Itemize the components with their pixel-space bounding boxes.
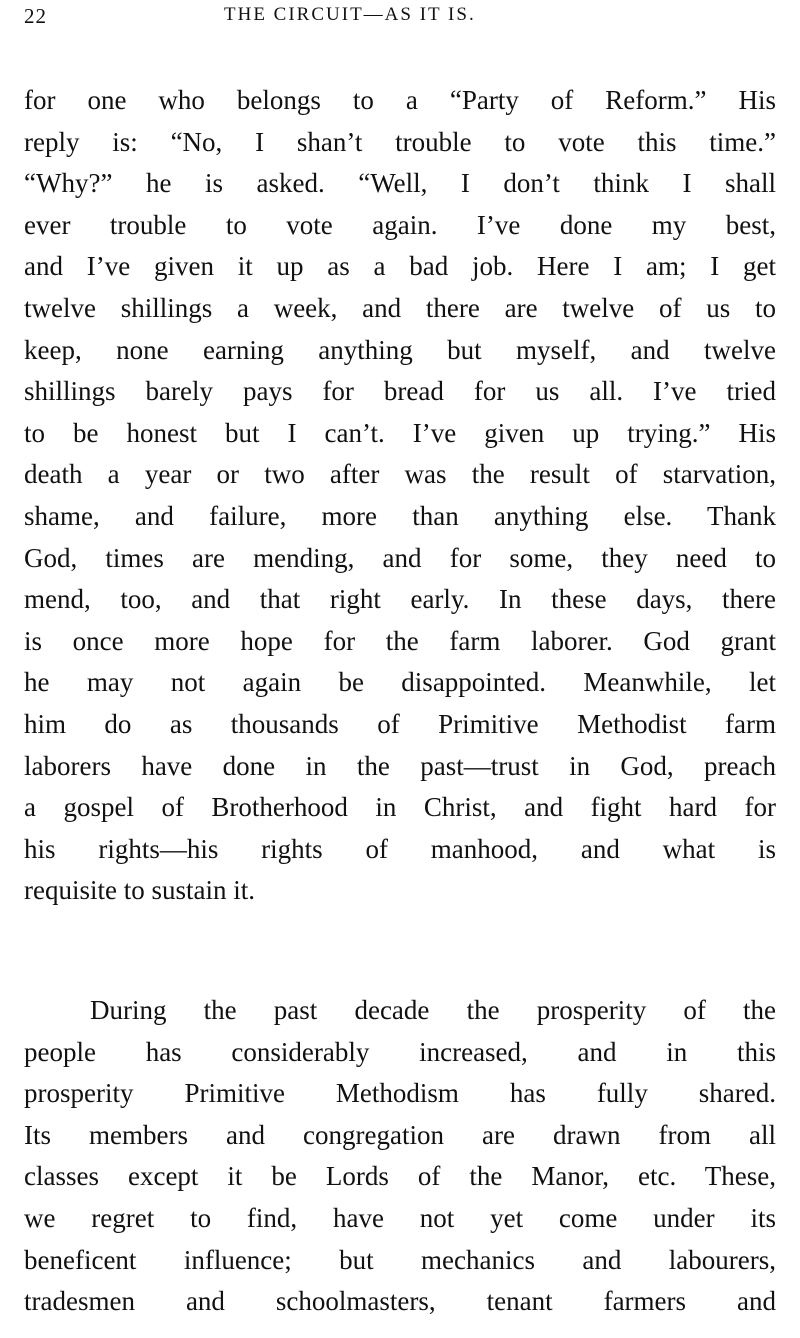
text-line: reply is: “No, I shan’t trouble to vote this time.” [24, 126, 776, 157]
text-line: beneficent influence; but mechanics and labourers, [24, 1244, 776, 1275]
text-line: God, times are mending, and for some, they need to [24, 542, 776, 573]
text-line: death a year or two after was the result of starvation, [24, 459, 776, 490]
text-line: and I’ve given it up as a bad job. Here I am; I get [24, 251, 776, 282]
text-line: During the past decade the prosperity of the [90, 995, 776, 1025]
text-line: “Why?” he is asked. “Well, I don’t think I shall [24, 168, 776, 199]
text-line: him do as thousands of Primitive Methodist farm [24, 708, 776, 739]
text-line: we regret to find, have not yet come under its [24, 1202, 776, 1233]
text-line: shillings barely pays for bread for us all. I’ve tried [24, 376, 776, 407]
text-line: twelve shillings a week, and there are twelve of us to [24, 292, 776, 323]
text-line: ever trouble to vote again. I’ve done my best, [24, 209, 776, 240]
text-line: to be honest but I can’t. I’ve given up trying.” His [24, 417, 776, 448]
text-line: a gospel of Brotherhood in Christ, and fight hard for [24, 792, 776, 823]
text-line: requisite to sustain it. [24, 875, 255, 906]
text-line: keep, none earning anything but myself, and twelve [24, 334, 776, 365]
running-title: THE CIRCUIT—AS IT IS. [224, 4, 476, 25]
text-line: tradesmen and schoolmasters, tenant farmers and [24, 1286, 776, 1317]
text-line: mend, too, and that right early. In these days, there [24, 584, 776, 615]
text-line: people has considerably increased, and in this [24, 1036, 776, 1067]
text-line: laborers have done in the past—trust in God, preach [24, 750, 776, 781]
text-line: he may not again be disappointed. Meanwhile, let [24, 667, 776, 698]
text-line: for one who belongs to a “Party of Reform.” His [24, 85, 776, 115]
page-number: 22 [24, 4, 47, 28]
text-line: shame, and failure, more than anything else. Thank [24, 500, 776, 531]
text-line: Its members and congregation are drawn from all [24, 1119, 776, 1150]
running-head [24, 4, 776, 32]
text-line: his rights—his rights of manhood, and what is [24, 833, 776, 864]
text-line: is once more hope for the farm laborer. God grant [24, 625, 776, 656]
paragraph-new [24, 990, 776, 1323]
text-line: prosperity Primitive Methodism has fully shared. [24, 1078, 776, 1109]
text-line: classes except it be Lords of the Manor, etc. These, [24, 1161, 776, 1192]
paragraph-continued [24, 80, 776, 912]
